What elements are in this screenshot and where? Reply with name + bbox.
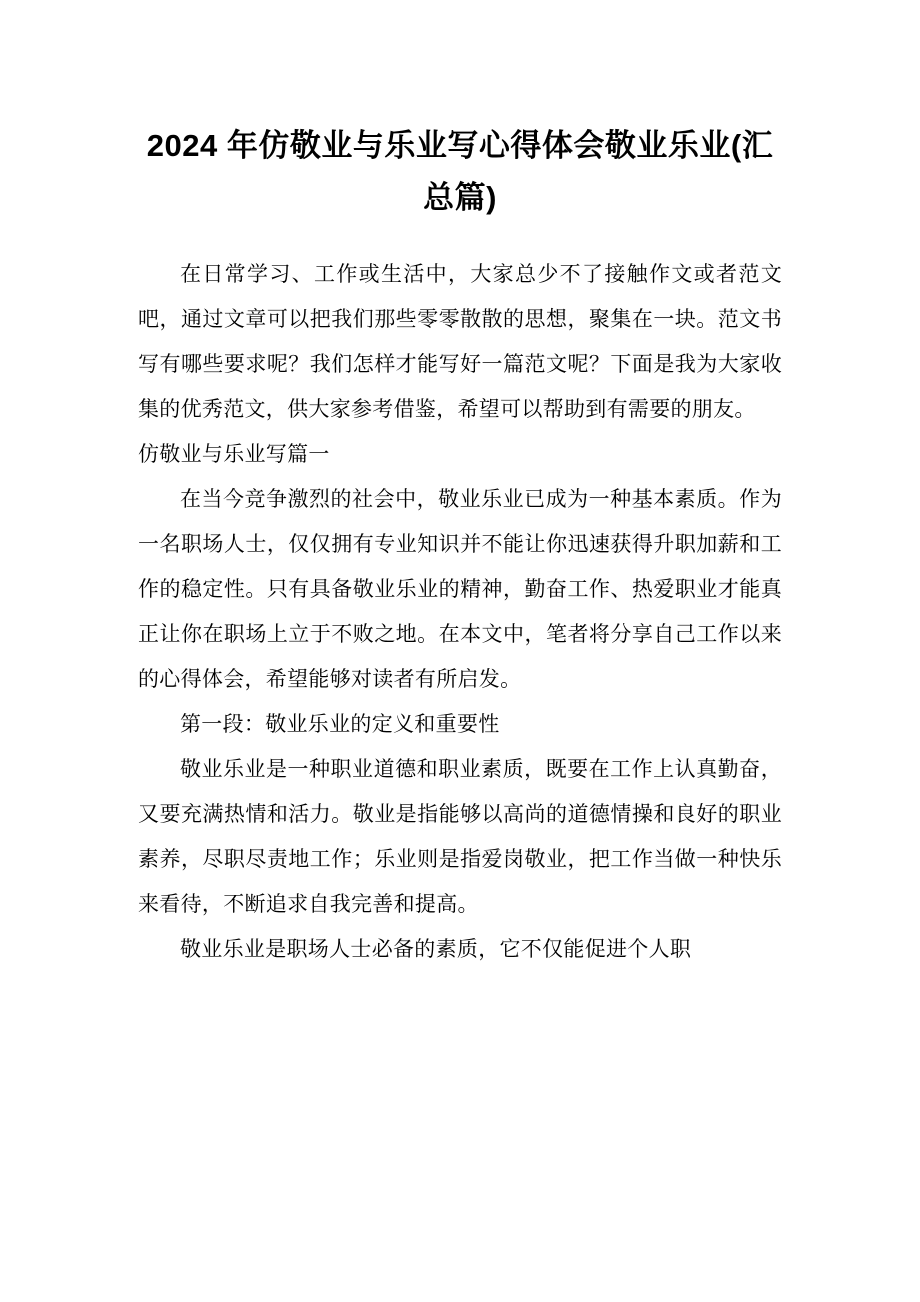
paragraph-body-1: 在当今竞争激烈的社会中，敬业乐业已成为一种基本素质。作为一名职场人士，仅仅拥有专业知识并不能让你迅速获得升职加薪和工作的稳定性。只有具备敬业乐业的精神，勤奋工作、热爱职业才能真正让你在职场上立于不败之地。在本文中，笔者将分享自己工作以来的心得体会，希望能够对读者有所启发。 bbox=[138, 487, 782, 691]
paragraph-intro: 在日常学习、工作或生活中，大家总少不了接触作文或者范文吧，通过文章可以把我们那些零零散散的思想，聚集在一块。范文书写有哪些要求呢？我们怎样才能写好一篇范文呢？下面是我为大家收集的优秀范文，供大家参考借鉴，希望可以帮助到有需要的朋友。 bbox=[138, 262, 782, 421]
page-title: 2024 年仿敬业与乐业写心得体会敬业乐业(汇总篇) bbox=[146, 128, 774, 215]
paragraph-body-2: 第一段：敬业乐业的定义和重要性 bbox=[180, 712, 500, 736]
paragraph-body-4: 敬业乐业是职场人士必备的素质，它不仅能促进个人职 bbox=[180, 937, 692, 961]
section-heading-1: 仿敬业与乐业写篇一 bbox=[138, 442, 330, 466]
paragraph-body-3: 敬业乐业是一种职业道德和职业素质，既要在工作上认真勤奋，又要充满热情和活力。敬业是指能够以高尚的道德情操和良好的职业素养，尽职尽责地工作；乐业则是指爱岗敬业，把工作当做一种快乐来看待，不断追求自我完善和提高。 bbox=[138, 757, 782, 916]
